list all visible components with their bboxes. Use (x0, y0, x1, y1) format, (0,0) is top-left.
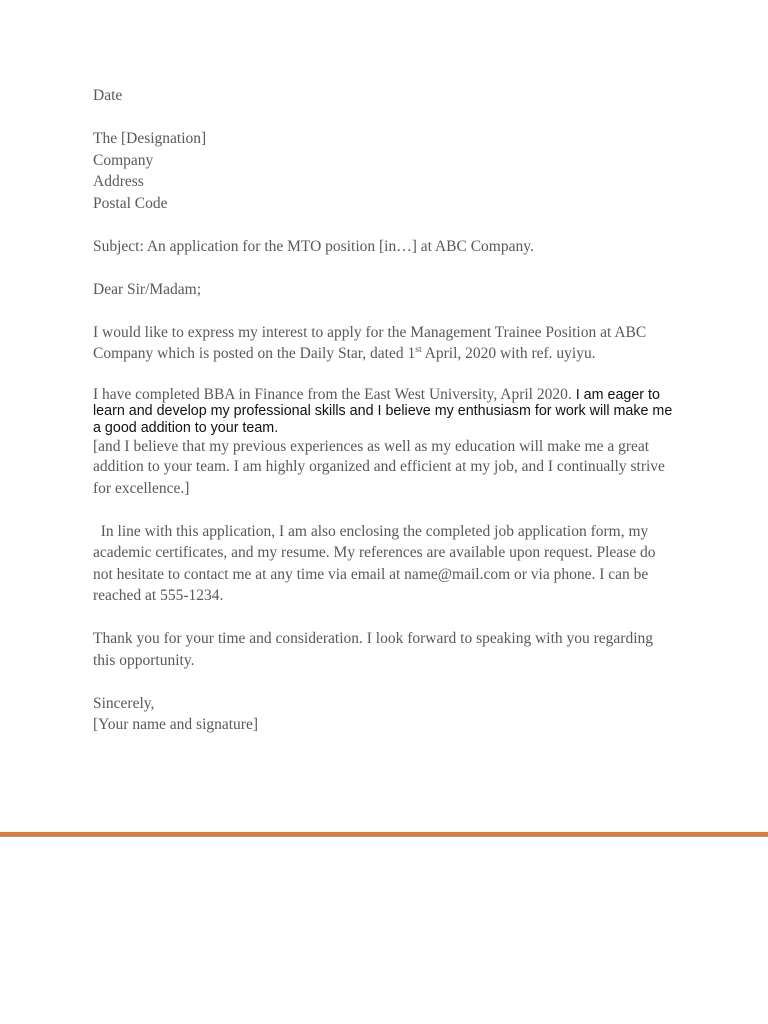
qualifications-bracket-line: addition to your team. I am highly organized and efficient at my job, and I continually strive (93, 458, 665, 475)
signature-placeholder: [Your name and signature] (93, 716, 259, 733)
qualifications-sans-line: learn and develop my professional skills and I believe my enthusiasm for work will make me (93, 403, 673, 419)
enclosures-line: not hesitate to contact me at any time via email at name@mail.com or via phone. I can be (93, 565, 649, 583)
thanks-line: Thank you for your time and consideration. I look forward to speaking with you regarding (93, 630, 654, 647)
intro-text: Company which is posted on the Daily Star, dated 1 (93, 345, 416, 362)
qualifications-line (93, 386, 672, 403)
paragraph-qualifications (93, 386, 672, 499)
recipient-block (93, 128, 672, 214)
subject-block (93, 236, 672, 258)
intro-text: April, 2020 with ref. uyiyu. (421, 345, 596, 362)
paragraph-thanks (93, 628, 672, 671)
recipient-postal-code: Postal Code (93, 194, 168, 212)
qualifications-bracket-line: [and I believe that my previous experiences as well as my education will make me a great (93, 438, 650, 455)
qualifications-bracket-line: for excellence.] (93, 479, 190, 497)
recipient-address: Address (93, 173, 144, 190)
date-line: Date (93, 87, 123, 104)
salutation: Dear Sir/Madam; (93, 280, 202, 298)
recipient-company: Company (93, 151, 154, 169)
enclosures-line: reached at 555-1234. (93, 587, 224, 604)
thanks-line: this opportunity. (93, 651, 195, 669)
enclosures-line: In line with this application, I am also enclosing the completed job application form, my (93, 522, 649, 540)
closing-block (93, 693, 672, 736)
footer-rule (0, 832, 768, 836)
cover-letter (93, 85, 672, 757)
qualifications-sans-text: I am eager to (571, 387, 660, 403)
salutation-block (93, 279, 672, 301)
intro-line: I would like to express my interest to apply for the Management Trainee Position at ABC (93, 323, 647, 341)
recipient-designation: The [Designation] (93, 130, 207, 147)
qualifications-serif-text: I have completed BBA in Finance from the East West University, April 2020. (93, 386, 572, 403)
enclosures-line: academic certificates, and my resume. My references are available upon request. Please do (93, 544, 656, 561)
subject-line: Subject: An application for the MTO position [in…] at ABC Company. (93, 237, 534, 255)
date-block (93, 85, 672, 107)
qualifications-sans-line: a good addition to your team. (93, 420, 279, 436)
closing: Sincerely, (93, 694, 155, 712)
paragraph-intro (93, 322, 672, 365)
intro-line (93, 343, 672, 365)
ordinal-superscript: st (415, 343, 422, 355)
paragraph-enclosures (93, 521, 672, 607)
